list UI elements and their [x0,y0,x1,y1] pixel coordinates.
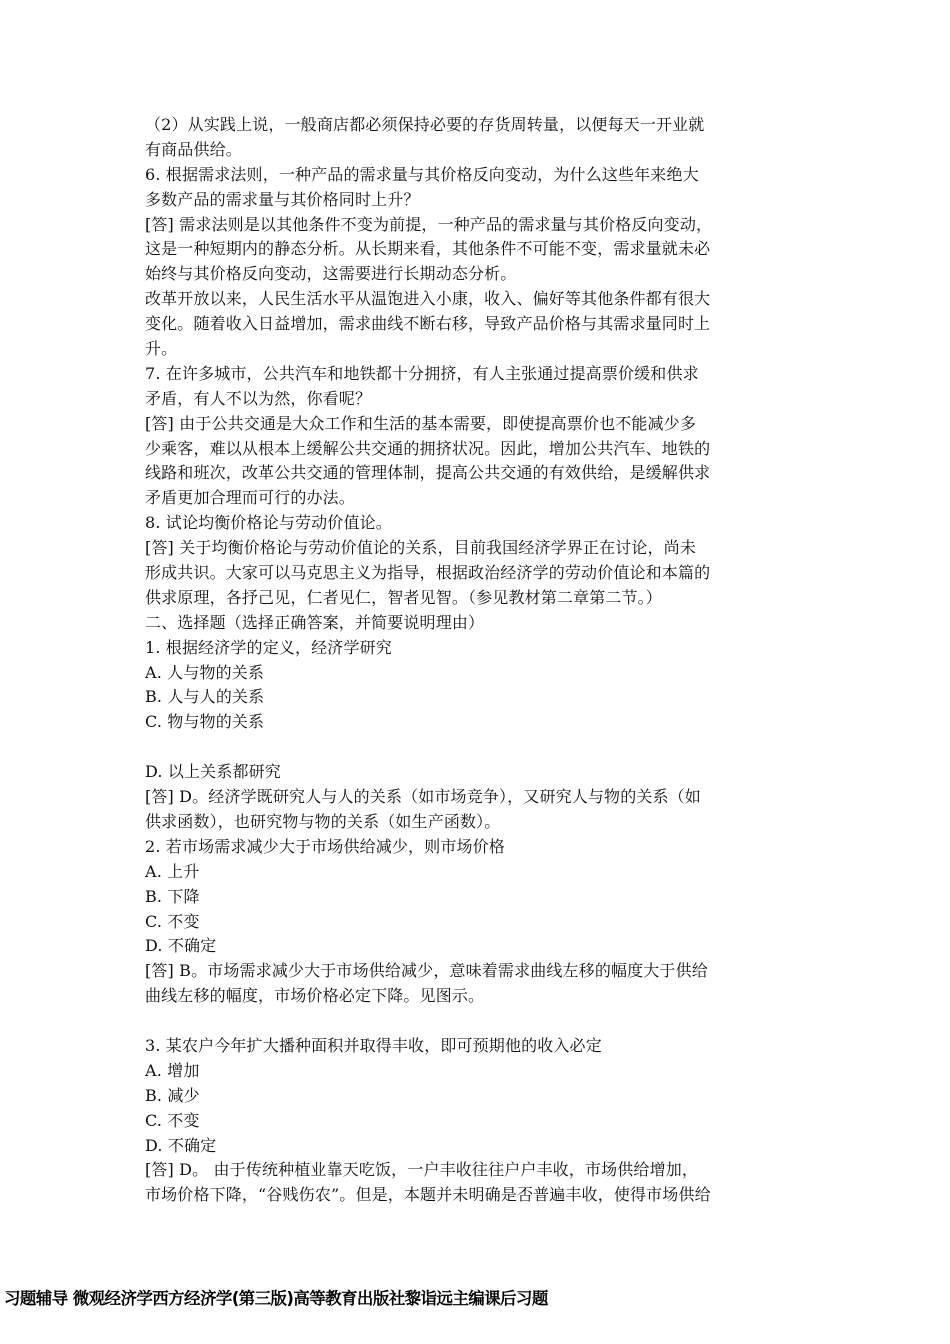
text-line: 变化。随着收入日益增加，需求曲线不断右移，导致产品价格与其需求量同时上 [145,314,711,334]
option-line: D. 以上关系都研究 [145,762,281,782]
question-line: 1. 根据经济学的定义，经济学研究 [145,637,392,657]
text-line: 少乘客，难以从根本上缓解公共交通的拥挤状况。因此，增加公共汽车、地铁的 [145,438,711,458]
option-line: B. 减少 [145,1085,200,1105]
text-line: 8. 试论均衡价格论与劳动价值论。 [145,513,392,533]
answer-line: 市场价格下降，“谷贱伤农”。但是，本题并未明确是否普遍丰收，使得市场供给 [145,1185,711,1205]
text-line: 始终与其价格反向变动，这需要进行长期动态分析。 [145,264,517,284]
option-line: A. 人与物的关系 [145,662,265,682]
option-line: C. 物与物的关系 [145,712,265,732]
text-line: 多数产品的需求量与其价格同时上升？ [145,189,420,209]
option-line: B. 人与人的关系 [145,687,265,707]
option-line: C. 不变 [145,911,200,931]
text-line: 矛盾更加合理而可行的办法。 [145,488,355,508]
question-line: 2. 若市场需求减少大于市场供给减少，则市场价格 [145,836,505,856]
option-line: C. 不变 [145,1110,200,1130]
text-line: 这是一种短期内的静态分析。从长期来看，其他条件不可能不变，需求量就未必 [145,239,711,259]
text-line: （2）从实践上说，一般商店都必须保持必要的存货周转量，以便每天一开业就 [145,115,705,134]
answer-line: [答] D。经济学既研究人与人的关系（如市场竞争），又研究人与物的关系（如 [145,787,701,807]
text-line: [答] 需求法则是以其他条件不变为前提，一种产品的需求量与其价格反向变动， [145,214,713,234]
option-line: D. 不确定 [145,936,217,956]
text-line: 升。 [145,339,178,359]
option-line: B. 下降 [145,886,200,906]
text-line: 线路和班次，改革公共交通的管理体制，提高公共交通的有效供给，是缓解供求 [145,463,711,483]
answer-line: 供求函数），也研究物与物的关系（如生产函数）。 [145,811,501,831]
text-line: 改革开放以来，人民生活水平从温饱进入小康，收入、偏好等其他条件都有很大 [145,289,711,309]
text-line: [答] 由于公共交通是大众工作和生活的基本需要，即使提高票价也不能减少多 [145,413,696,433]
section-heading: 二、选择题（选择正确答案，并简要说明理由） [145,612,485,632]
question-line: 3. 某农户今年扩大播种面积并取得丰收，即可预期他的收入必定 [145,1035,602,1055]
answer-line: 曲线左移的幅度，市场价格必定下降。见图示。 [145,986,485,1006]
option-line: A. 增加 [145,1060,200,1080]
text-line: 形成共识。大家可以马克思主义为指导，根据政治经济学的劳动价值论和本篇的 [145,563,711,583]
option-line: D. 不确定 [145,1135,217,1155]
text-line: 6. 根据需求法则，一种产品的需求量与其价格反向变动，为什么这些年来绝大 [145,164,699,184]
option-line: A. 上升 [145,861,200,881]
text-line: 有商品供给。 [145,139,242,159]
blank-line [145,735,825,760]
blank-line [145,1009,825,1034]
footer-caption: 习题辅导 微观经济学西方经济学(第三版)高等教育出版社黎诣远主编课后习题 [4,1289,548,1308]
text-line: 供求原理，各抒己见，仁者见仁，智者见智。（参见教材第二章第二节。） [145,587,662,607]
text-line: 7. 在许多城市，公共汽车和地铁都十分拥挤，有人主张通过提高票价缓和供求 [145,363,699,383]
text-line: [答] 关于均衡价格论与劳动价值论的关系，目前我国经济学界正在讨论，尚未 [145,538,696,558]
text-line: 矛盾，有人不以为然，你看呢？ [145,388,372,408]
answer-line: [答] B。市场需求减少大于市场供给减少，意味着需求曲线左移的幅度大于供给 [145,961,708,981]
answer-line: [答] D。 由于传统种植业靠天吃饭，一户丰收往往户户丰收，市场供给增加， [145,1160,699,1180]
body-text [145,113,825,1208]
